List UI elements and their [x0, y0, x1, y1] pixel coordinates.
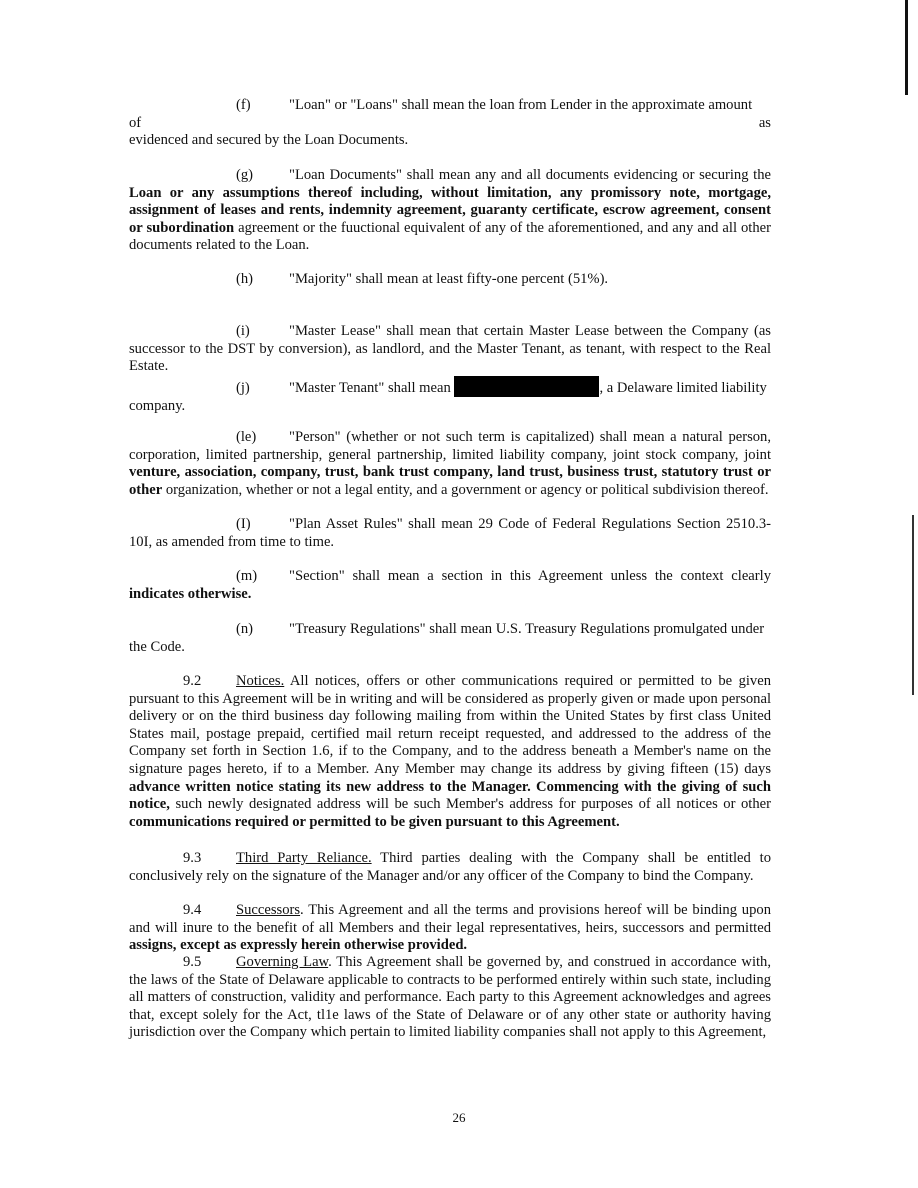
paragraph-95 — [129, 954, 771, 1042]
text-run: "Section" shall mean a section in this Agreement unless the context clearly — [289, 568, 771, 584]
text-run: of — [129, 114, 142, 131]
paragraph-label: 9.3 — [183, 850, 202, 866]
section-heading: Notices. — [236, 673, 285, 689]
text-run: All notices, offers or other communications required or permitted to be given pursuant to this Agreement will be in writing and will be considered as properly given or made upon personal delivery or on the third business day following mailing from within the United States by first class United States mail, postage prepaid, certified mail return receipt requested, and addressed to the address of the Company set forth in Section 1.6, if to the Company, and to the address beneath a Member's name on the signature pages hereto, if to a Member. Any Member may change its address by giving fifteen (15) days — [129, 673, 771, 777]
text-run: "Loan" or "Loans" shall mean the loan from Lender in the approximate amount — [289, 97, 753, 113]
paragraph-j — [129, 376, 771, 415]
paragraph-continuation — [129, 398, 771, 416]
text-run: communications required or permitted to be given pursuant to this Agreement. — [129, 813, 620, 830]
justified-line — [129, 115, 771, 133]
text-run: indicates otherwise. — [129, 585, 252, 602]
text-run: venture, association, company, trust, bank trust company, land trust, business trust, statutory trust or other — [129, 464, 771, 498]
text-run: "Treasury Regulations" shall mean U.S. Treasury Regulations promulgated under — [289, 621, 765, 637]
section-heading: Successors — [236, 902, 301, 918]
paragraph-I — [129, 516, 771, 551]
paragraph-label: (le) — [236, 429, 257, 445]
section-heading: Governing Law — [236, 954, 329, 970]
text-run: , a Delaware limited liability — [599, 380, 767, 396]
section-heading: Third Party Reliance. — [236, 850, 372, 866]
paragraph-body — [129, 429, 771, 499]
text-run: . This Agreement and all the terms and provisions hereof will be binding upon and will inure to the benefit of all Members and their legal representatives, heirs, successors and permitted — [129, 902, 771, 936]
paragraph-label: (I) — [236, 516, 251, 532]
paragraph-f — [129, 97, 771, 150]
paragraph-92 — [129, 673, 771, 831]
paragraph-label: (g) — [236, 167, 254, 183]
paragraph-body — [129, 376, 771, 398]
paragraph-body — [129, 167, 771, 255]
text-run: assigns, except as expressly herein otherwise provided. — [129, 937, 468, 954]
paragraph-body — [129, 621, 771, 639]
paragraph-94 — [129, 902, 771, 955]
text-run: Third parties dealing with the Company shall be entitled to conclusively rely on the signature of the Manager and/or any officer of the Company to bind the Company. — [129, 850, 771, 884]
paragraph-label: (h) — [236, 271, 254, 287]
paragraph-i — [129, 323, 771, 376]
paragraph-label: (i) — [236, 323, 250, 339]
scan-edge — [905, 0, 908, 95]
paragraph-label: (n) — [236, 621, 254, 637]
paragraph-93 — [129, 850, 771, 885]
paragraph-label: (j) — [236, 380, 250, 396]
text-run: "Person" (whether or not such term is capitalized) shall mean a natural person, corporation, limited partnership, general partnership, limited liability company, joint stock company, joint — [129, 429, 771, 463]
page-number: 26 — [452, 1110, 466, 1125]
text-run: "Majority" shall mean at least fifty-one percent (51%). — [289, 271, 609, 287]
text-run: agreement or the fuuctional equivalent of any of the aforementioned, and any and all other documents related to the Loan. — [129, 219, 771, 254]
text-run: organization, whether or not a legal entity, and a government or agency or political subdivision thereof. — [162, 481, 769, 498]
text-run: such newly designated address will be such Member's address for purposes of all notices or other — [169, 796, 771, 813]
paragraph-g — [129, 167, 771, 255]
text-run: as — [758, 114, 771, 131]
paragraph-body — [129, 954, 771, 1042]
paragraph-label: 9.2 — [183, 673, 202, 689]
text-run: the Code. — [129, 638, 185, 655]
paragraph-body — [129, 271, 771, 289]
paragraph-body — [129, 850, 771, 885]
text-run: company. — [129, 397, 186, 414]
paragraph-le — [129, 429, 771, 499]
paragraph-body — [129, 516, 771, 551]
scan-edge — [912, 515, 914, 695]
text-run: evidenced and secured by the Loan Documents. — [129, 132, 409, 149]
paragraph-body — [129, 673, 771, 831]
paragraph-m — [129, 568, 771, 603]
paragraph-n — [129, 621, 771, 656]
text-run: "Master Lease" shall mean that certain Master Lease between the Company (as successor to the DST by conversion), as landlord, and the Master Tenant, as tenant, with respect to the Real Estate. — [129, 323, 771, 375]
paragraph-body — [129, 568, 771, 603]
paragraph-label: (m) — [236, 568, 258, 584]
paragraph-label: 9.4 — [183, 902, 202, 918]
text-run: advance written notice stating its new address to the Manager. Commencing with the giving of such notice, — [129, 778, 771, 813]
text-run: "Loan Documents" shall mean any and all documents evidencing or securing the — [289, 167, 771, 183]
paragraph-continuation — [129, 639, 771, 657]
paragraph-continuation — [129, 132, 771, 150]
text-run: Loan or any assumptions thereof including, without limitation, any promissory note, mortgage, assignment of leases and rents, indemnity agreement, guaranty certificate, escrow agreement, consent or subordination — [129, 184, 771, 236]
paragraph-label: (f) — [236, 97, 251, 113]
text-run: . This Agreement shall be governed by, and construed in accordance with, the laws of the State of Delaware applicable to contracts to be performed entirely within such state, including all matters of construction, validity and performance. Each party to this Agreement acknowledges and agrees that, except solely for the Act, tl1e laws of the State of Delaware or of any other state or authority having jurisdiction over the Company which pertain to limited liability companies shall not apply to this Agreement, — [129, 954, 772, 1041]
paragraph-body — [129, 97, 771, 115]
text-run: "Plan Asset Rules" shall mean 29 Code of Federal Regulations Section 2510.3-10I, as amended from time to time. — [129, 516, 771, 550]
paragraph-label: 9.5 — [183, 954, 202, 970]
paragraph-body — [129, 902, 771, 955]
text-run: "Master Tenant" shall mean — [289, 380, 455, 396]
redaction-box — [454, 376, 599, 397]
paragraph-body — [129, 323, 771, 376]
paragraph-h — [129, 271, 771, 289]
